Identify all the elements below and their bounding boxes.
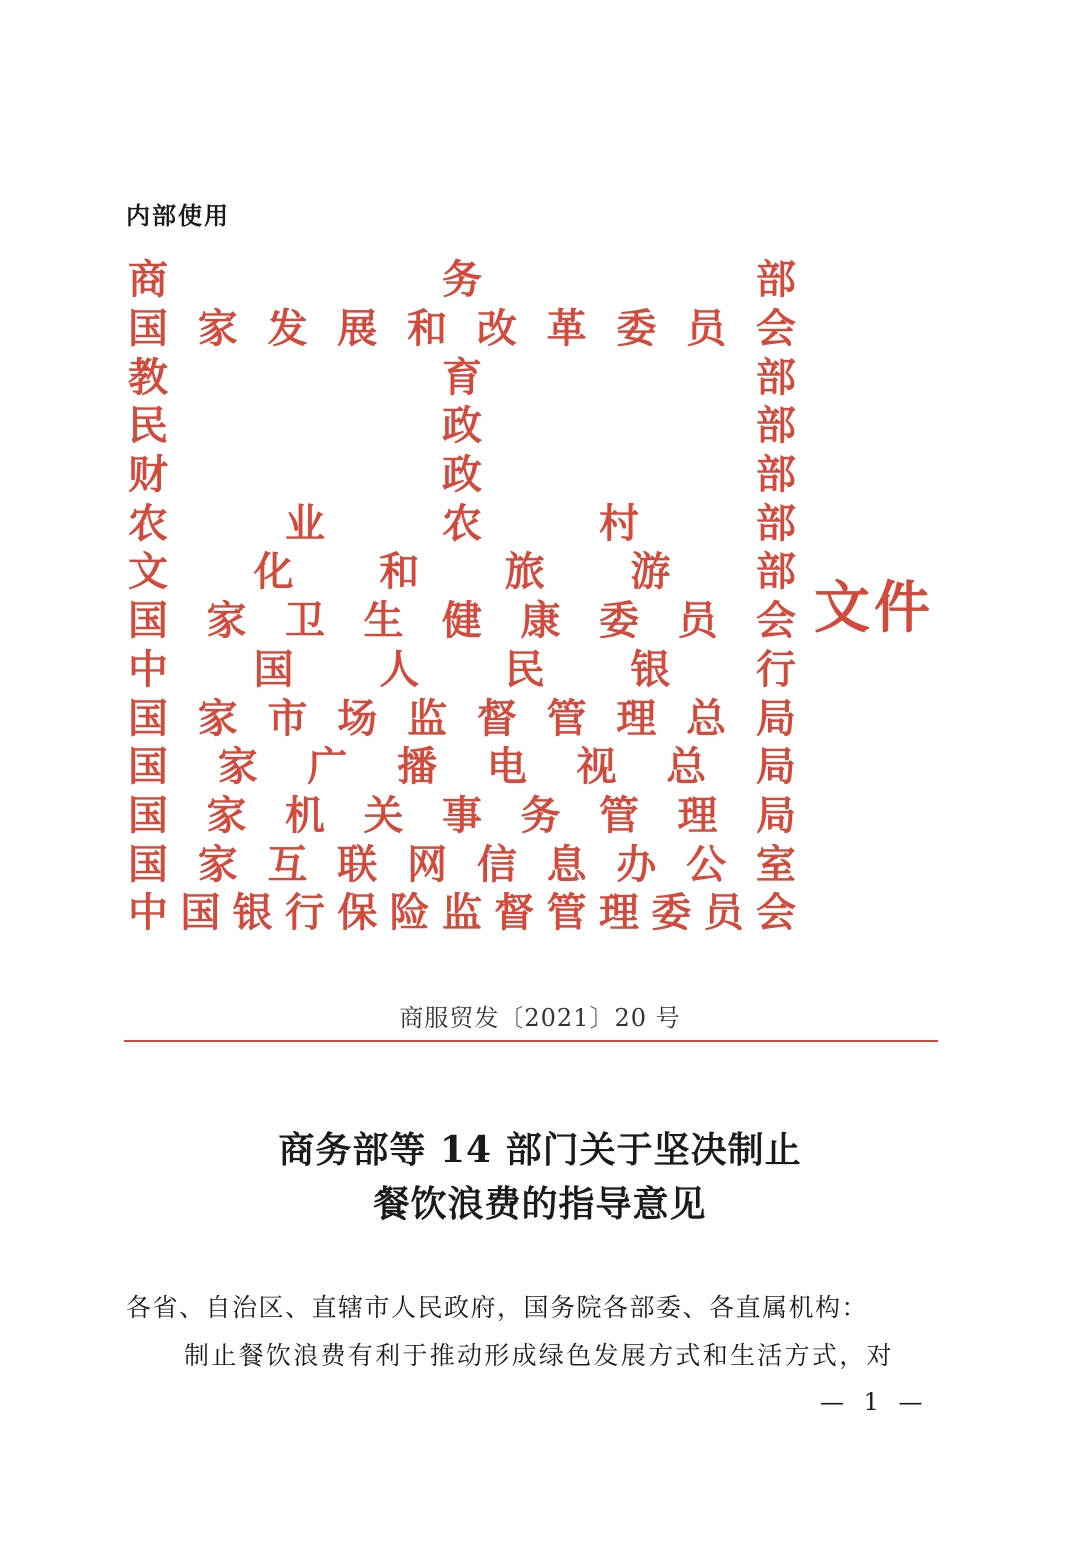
- issuer-char: 部: [756, 256, 796, 304]
- issuer-char: 中: [128, 645, 168, 693]
- internal-use-label: 内部使用: [126, 202, 230, 230]
- issuer-char: 民: [128, 402, 168, 450]
- issuer-row: [127, 499, 797, 548]
- issuer-row: [127, 353, 797, 402]
- issuer-char: 事: [442, 791, 482, 839]
- issuer-char: 委: [599, 597, 639, 645]
- issuer-char: 化: [253, 548, 294, 596]
- issuer-char: 公: [686, 840, 727, 888]
- issuer-row: [127, 451, 797, 500]
- issuer-char: 发: [267, 305, 308, 353]
- issuer-char: 监: [407, 694, 448, 742]
- issuer-char: 和: [379, 548, 420, 596]
- issuer-char: 政: [442, 402, 482, 450]
- issuer-char: 局: [755, 743, 796, 791]
- addressee: 各省、自治区、直辖市人民政府，国务院各部委、各直属机构：: [126, 1293, 869, 1322]
- issuer-char: 展: [337, 305, 378, 353]
- issuer-char: 总: [686, 694, 727, 742]
- issuer-char: 部: [756, 353, 796, 401]
- issuer-row: [127, 256, 797, 305]
- title-line-2: 餐饮浪费的指导意见: [373, 1183, 707, 1225]
- document-suffix: 文件: [814, 575, 934, 641]
- issuer-char: 管: [546, 889, 587, 937]
- issuer-char: 国: [128, 791, 168, 839]
- issuer-char: 家: [197, 840, 238, 888]
- issuer-char: 部: [756, 451, 796, 499]
- issuer-char: 教: [128, 353, 168, 401]
- issuer-char: 理: [616, 694, 657, 742]
- issuer-char: 委: [651, 889, 692, 937]
- issuer-char: 银: [630, 645, 671, 693]
- issuer-char: 和: [407, 305, 448, 353]
- issuer-char: 村: [599, 499, 639, 547]
- issuer-char: 委: [616, 305, 657, 353]
- issuer-char: 理: [598, 889, 639, 937]
- issuer-char: 保: [337, 889, 378, 937]
- issuer-row: [127, 305, 797, 354]
- document-number: 商服贸发〔2021〕20 号: [399, 1004, 681, 1032]
- red-divider: [124, 1040, 938, 1042]
- page-number: — 1 —: [820, 1388, 929, 1416]
- issuer-row: [127, 694, 797, 743]
- issuer-char: 政: [442, 451, 482, 499]
- issuer-char: 商: [128, 256, 168, 304]
- issuer-row: [127, 792, 797, 841]
- issuer-row: [127, 889, 797, 938]
- issuer-char: 办: [616, 840, 657, 888]
- issuer-char: 管: [546, 694, 587, 742]
- issuer-char: 险: [389, 889, 430, 937]
- issuer-row: [127, 743, 797, 792]
- issuer-char: 关: [363, 791, 404, 839]
- issuer-char: 员: [703, 889, 744, 937]
- issuer-char: 健: [442, 597, 482, 645]
- issuer-char: 员: [677, 597, 718, 645]
- issuer-char: 市: [267, 694, 308, 742]
- issuer-char: 联: [337, 840, 378, 888]
- issuer-char: 育: [442, 353, 482, 401]
- issuer-char: 卫: [285, 597, 325, 645]
- issuer-char: 农: [128, 499, 168, 547]
- issuer-char: 文: [128, 548, 168, 596]
- issuer-char: 中: [128, 889, 168, 937]
- issuer-char: 部: [755, 548, 796, 596]
- issuer-char: 家: [197, 305, 238, 353]
- issuer-char: 游: [630, 548, 671, 596]
- issuer-char: 国: [128, 694, 168, 742]
- title-line-1: 商务部等 14 部门关于坚决制止: [278, 1129, 802, 1171]
- issuer-char: 民: [504, 645, 545, 693]
- issuer-char: 员: [686, 305, 727, 353]
- issuer-char: 会: [755, 889, 796, 937]
- issuer-char: 息: [546, 840, 587, 888]
- issuer-char: 播: [397, 743, 438, 791]
- issuer-char: 会: [756, 597, 796, 645]
- body-paragraph: 制止餐饮浪费有利于推动形成绿色发展方式和生活方式，对: [184, 1341, 894, 1370]
- issuer-char: 理: [677, 791, 718, 839]
- issuer-char: 督: [476, 694, 517, 742]
- issuer-char: 局: [756, 791, 796, 839]
- issuer-char: 总: [666, 743, 707, 791]
- issuer-char: 生: [363, 597, 404, 645]
- issuer-char: 改: [476, 305, 517, 353]
- issuer-char: 局: [755, 694, 796, 742]
- issuer-char: 财: [128, 451, 168, 499]
- issuer-char: 广: [307, 743, 348, 791]
- issuer-char: 务: [442, 256, 482, 304]
- issuer-char: 行: [284, 889, 325, 937]
- issuer-char: 场: [337, 694, 378, 742]
- issuer-char: 国: [128, 597, 168, 645]
- issuer-char: 国: [253, 645, 294, 693]
- issuer-row: [127, 646, 797, 695]
- issuer-char: 监: [441, 889, 482, 937]
- issuer-row: [127, 840, 797, 889]
- issuer-char: 信: [476, 840, 517, 888]
- issuer-row: [127, 597, 797, 646]
- issuer-char: 管: [599, 791, 639, 839]
- issuer-char: 革: [546, 305, 587, 353]
- issuer-char: 家: [217, 743, 258, 791]
- issuer-char: 农: [442, 499, 482, 547]
- issuer-row: [127, 402, 797, 451]
- issuer-char: 家: [206, 597, 247, 645]
- issuer-char: 国: [180, 889, 221, 937]
- issuer-char: 督: [494, 889, 535, 937]
- issuer-char: 人: [379, 645, 420, 693]
- issuer-char: 部: [756, 499, 796, 547]
- issuer-char: 务: [520, 791, 561, 839]
- issuer-char: 行: [755, 645, 796, 693]
- issuer-char: 网: [407, 840, 448, 888]
- issuer-char: 业: [285, 499, 325, 547]
- issuer-row: [127, 548, 797, 597]
- issuer-char: 康: [520, 597, 561, 645]
- issuer-char: 机: [285, 791, 325, 839]
- issuer-char: 电: [486, 743, 527, 791]
- issuer-char: 旅: [504, 548, 545, 596]
- issuer-char: 国: [128, 840, 168, 888]
- issuer-char: 互: [267, 840, 308, 888]
- issuer-char: 国: [128, 305, 168, 353]
- issuer-char: 视: [576, 743, 617, 791]
- issuer-char: 室: [755, 840, 796, 888]
- issuer-char: 部: [756, 402, 796, 450]
- issuer-char: 会: [755, 305, 796, 353]
- issuer-char: 银: [232, 889, 273, 937]
- issuer-char: 国: [128, 743, 168, 791]
- issuer-char: 家: [197, 694, 238, 742]
- issuer-block: [127, 256, 797, 938]
- issuer-char: 家: [206, 791, 247, 839]
